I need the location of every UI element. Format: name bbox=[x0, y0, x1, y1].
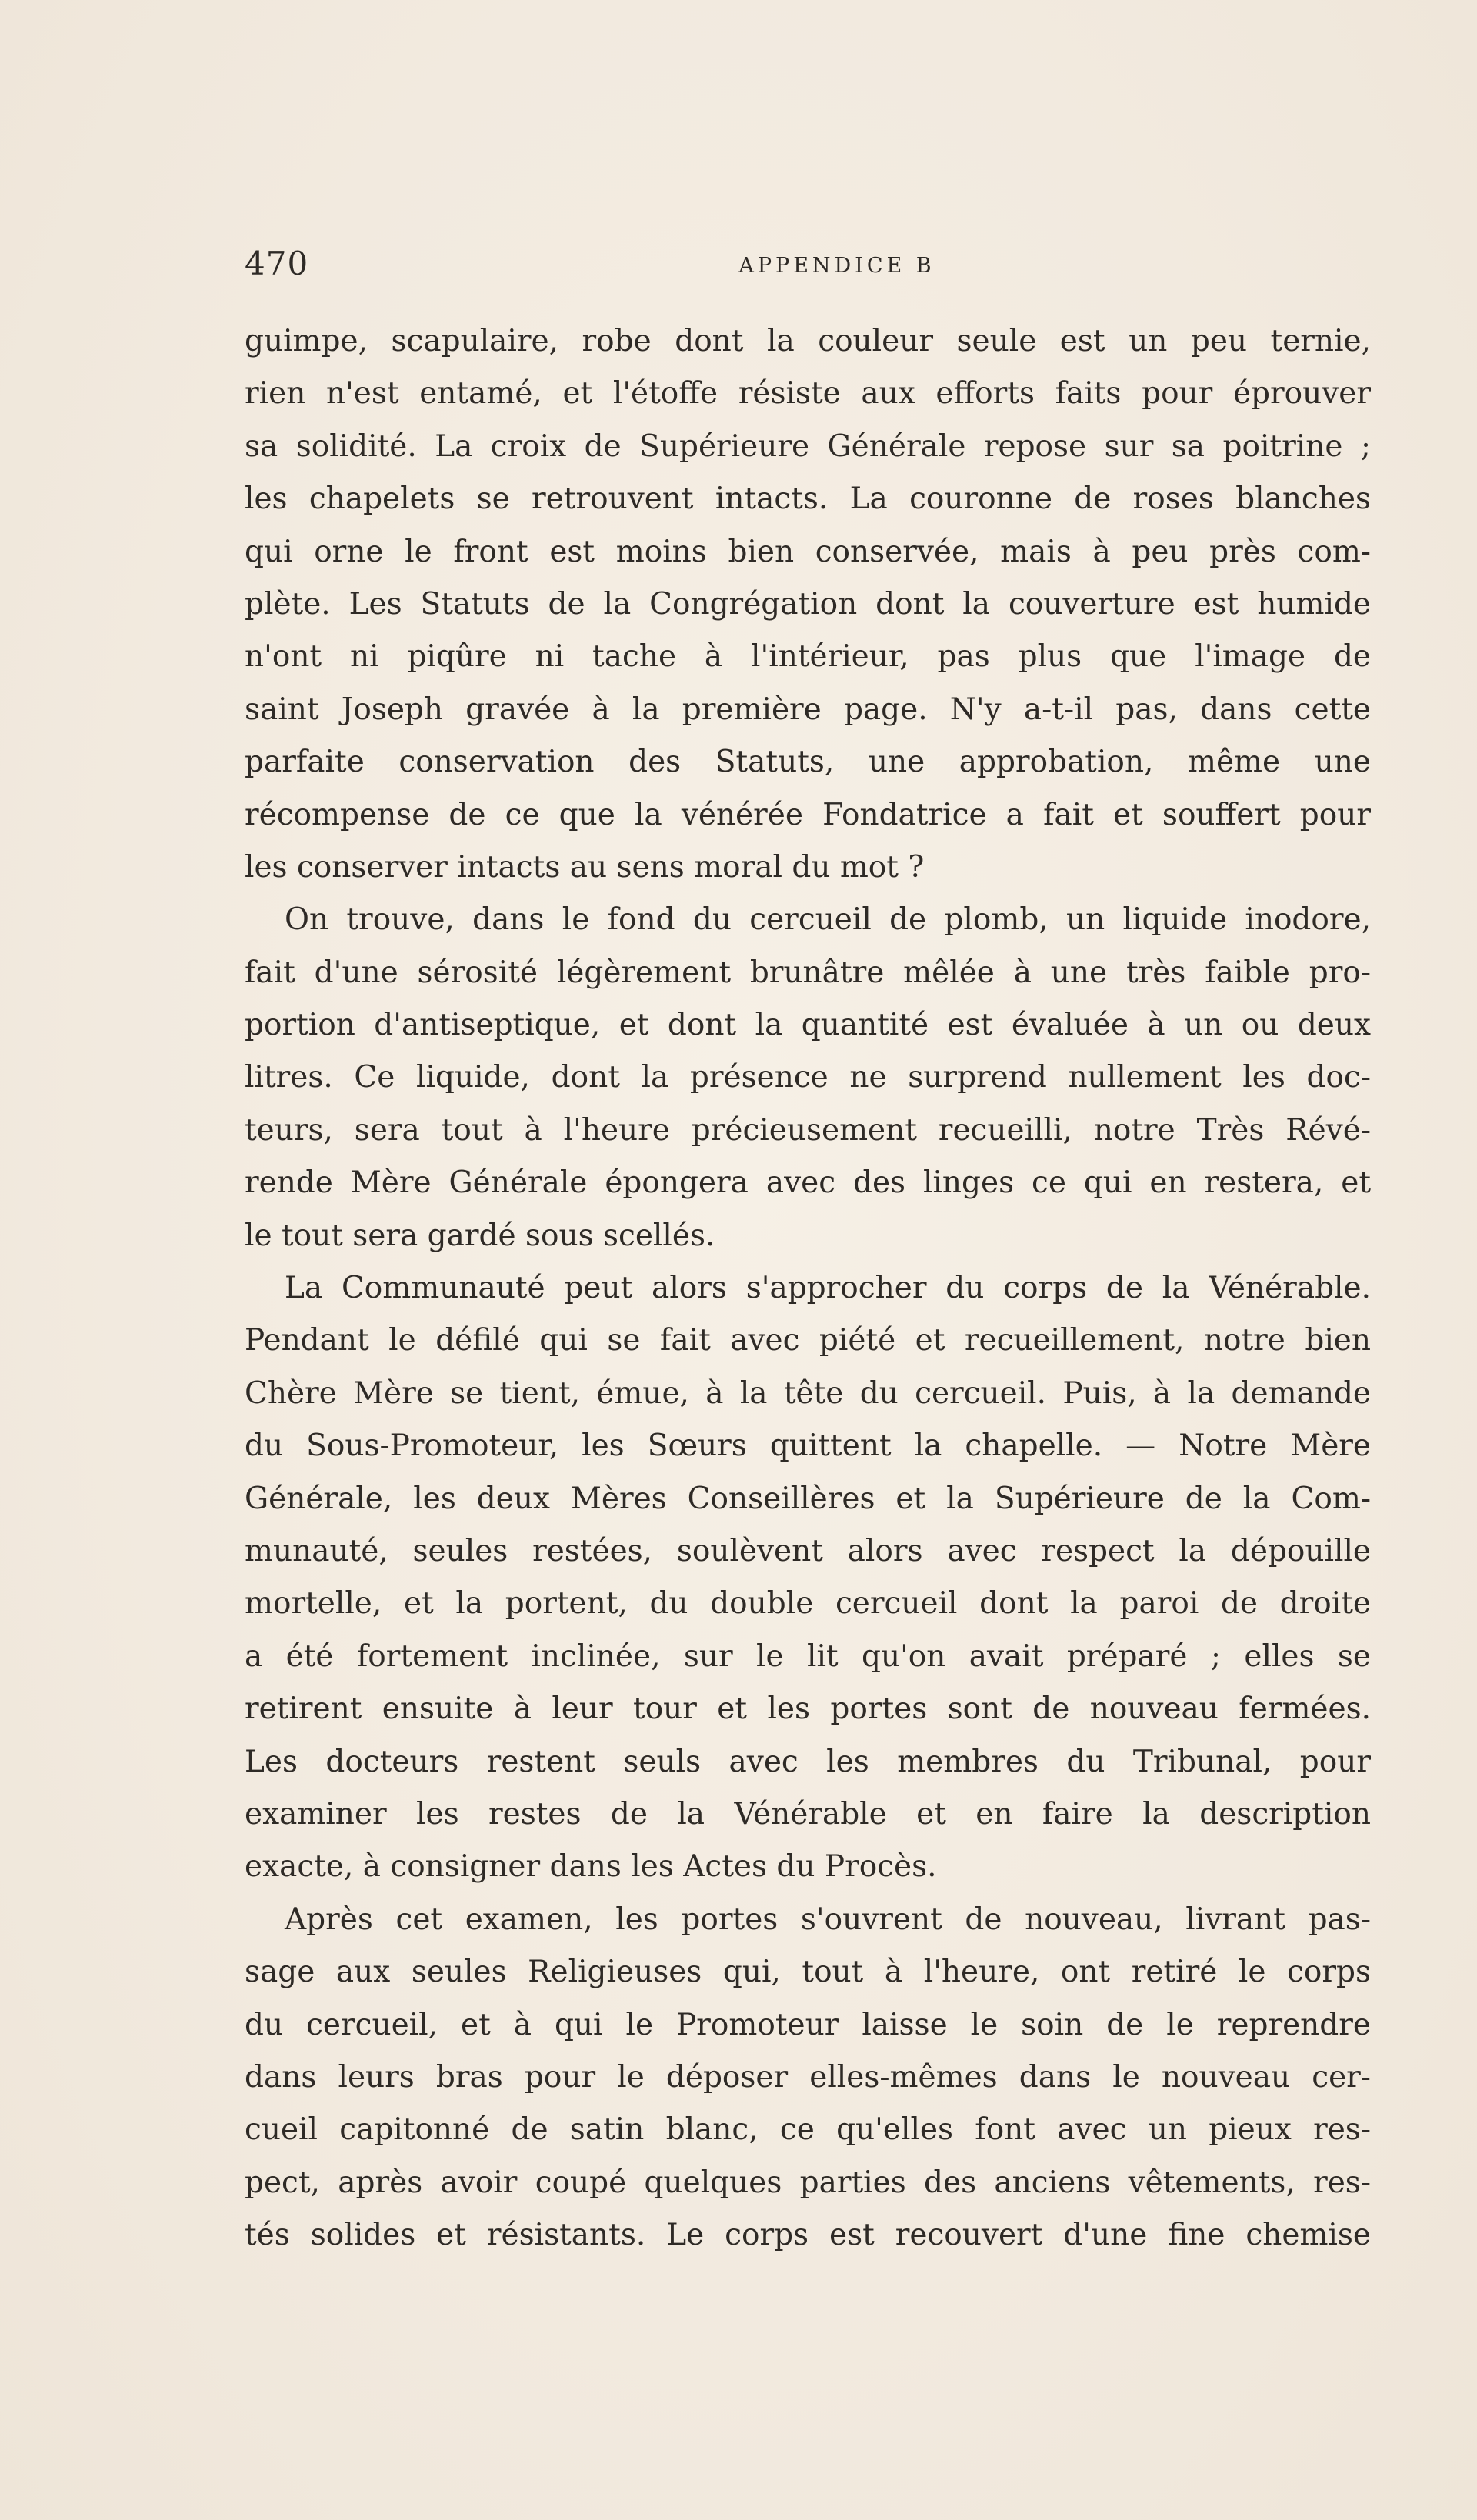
text-line: Pendant le défilé qui se fait avec piété et recueillement, notre bien bbox=[245, 1323, 1371, 1358]
page-header bbox=[245, 245, 1371, 291]
text-line: dans leurs bras pour le déposer elles-mêmes dans le nouveau cer- bbox=[245, 2059, 1371, 2095]
text-line: portion d'antiseptique, et dont la quantité est évaluée à un ou deux bbox=[245, 1008, 1371, 1043]
text-line: plète. Les Statuts de la Congrégation dont la couverture est humide bbox=[245, 586, 1371, 622]
text-line: fait d'une sérosité légèrement brunâtre mêlée à une très faible pro- bbox=[245, 955, 1371, 990]
text-line: teurs, sera tout à l'heure précieusement recueilli, notre Très Révé- bbox=[245, 1112, 1371, 1148]
text-line: le tout sera gardé sous scellés. bbox=[245, 1218, 715, 1253]
text-line: rien n'est entamé, et l'étoffe résiste aux efforts faits pour éprouver bbox=[245, 376, 1371, 412]
text-line: sage aux seules Religieuses qui, tout à l'heure, ont retiré le corps bbox=[245, 1955, 1371, 1990]
text-line: sa solidité. La croix de Supérieure Générale repose sur sa poitrine ; bbox=[245, 428, 1371, 464]
text-line: parfaite conservation des Statuts, une approbation, même une bbox=[245, 745, 1371, 780]
text-line: cueil capitonné de satin blanc, ce qu'elles font avec un pieux res- bbox=[245, 2112, 1371, 2148]
text-line: les conserver intacts au sens moral du mot ? bbox=[245, 849, 925, 885]
text-line: a été fortement inclinée, sur le lit qu'on avait préparé ; elles se bbox=[245, 1638, 1371, 1674]
text-line: exacte, à consigner dans les Actes du Procès. bbox=[245, 1849, 937, 1885]
text-line: Générale, les deux Mères Conseillères et la Supérieure de la Com- bbox=[245, 1481, 1371, 1516]
text-line: les chapelets se retrouvent intacts. La couronne de roses blanches bbox=[245, 482, 1371, 517]
text-line: examiner les restes de la Vénérable et en faire la description bbox=[245, 1796, 1371, 1832]
text-line: n'ont ni piqûre ni tache à l'intérieur, pas plus que l'image de bbox=[245, 639, 1371, 675]
text-line: pect, après avoir coupé quelques parties des anciens vêtements, res- bbox=[245, 2165, 1371, 2200]
text-line: du Sous-Promoteur, les Sœurs quittent la chapelle. — Notre Mère bbox=[245, 1428, 1371, 1464]
text-line: du cercueil, et à qui le Promoteur laisse le soin de le reprendre bbox=[245, 2007, 1371, 2042]
text-line: munauté, seules restées, soulèvent alors avec respect la dépouille bbox=[245, 1533, 1371, 1568]
text-line: mortelle, et la portent, du double cercueil dont la paroi de droite bbox=[245, 1586, 1371, 1622]
paragraph-start-line: La Communauté peut alors s'approcher du corps de la Vénérable. bbox=[285, 1271, 1371, 1306]
paragraph-start-line: On trouve, dans le fond du cercueil de plomb, un liquide inodore, bbox=[285, 902, 1371, 938]
text-line: guimpe, scapulaire, robe dont la couleur seule est un peu ternie, bbox=[245, 324, 1371, 358]
text-line: rende Mère Générale épongera avec des linges ce qui en restera, et bbox=[245, 1165, 1371, 1201]
text-line: saint Joseph gravée à la première page. N'y a-t-il pas, dans cette bbox=[245, 692, 1371, 727]
text-line: Chère Mère se tient, émue, à la tête du cercueil. Puis, à la demande bbox=[245, 1375, 1371, 1411]
text-line: litres. Ce liquide, dont la présence ne surprend nullement les doc- bbox=[245, 1060, 1371, 1095]
text-line: qui orne le front est moins bien conservée, mais à peu près com- bbox=[245, 534, 1371, 569]
page-number: 470 bbox=[245, 245, 309, 282]
text-line: retirent ensuite à leur tour et les portes sont de nouveau fermées. bbox=[245, 1692, 1371, 1727]
text-line: récompense de ce que la vénérée Fondatrice a fait et souffert pour bbox=[245, 797, 1371, 832]
paragraph-start-line: Après cet examen, les portes s'ouvrent de nouveau, livrant pas- bbox=[285, 1902, 1371, 1937]
text-line: Les docteurs restent seuls avec les membres du Tribunal, pour bbox=[245, 1744, 1371, 1779]
body-text bbox=[245, 315, 1371, 2262]
text-line: tés solides et résistants. Le corps est recouvert d'une fine chemise bbox=[245, 2218, 1371, 2253]
running-head: APPENDICE B bbox=[738, 254, 935, 278]
